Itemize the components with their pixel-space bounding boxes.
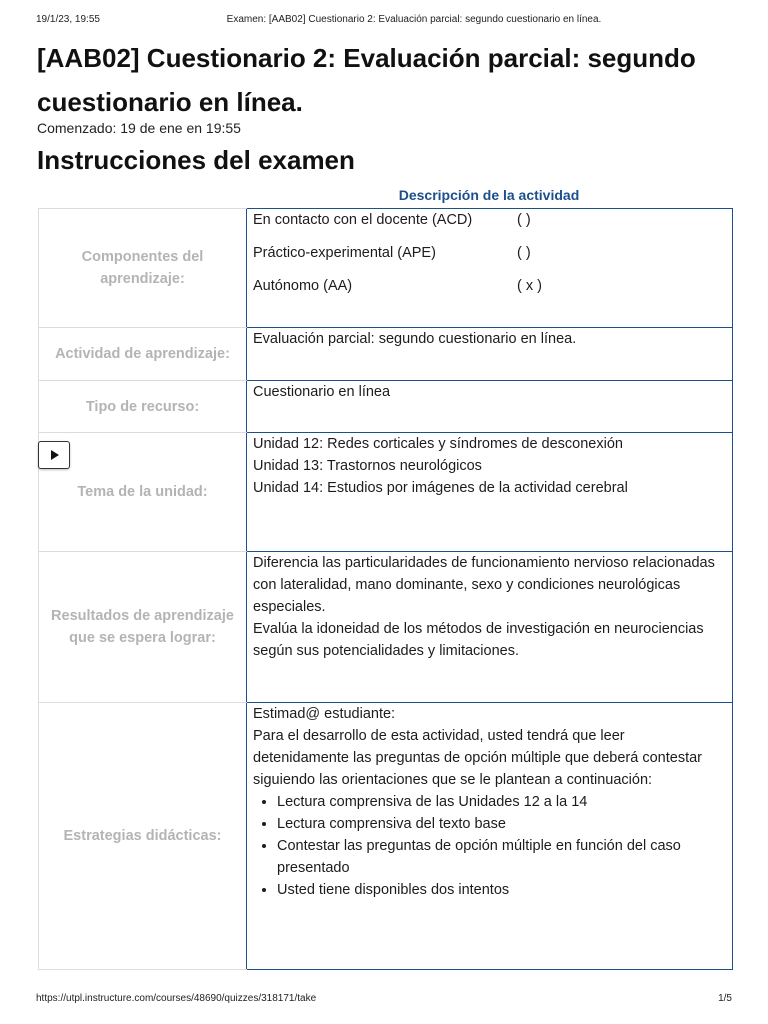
cell-actividad: Evaluación parcial: segundo cuestionario en línea. <box>247 328 733 381</box>
componente-label: En contacto con el docente (ACD) <box>253 212 473 228</box>
list-item: • Contestar las preguntas de opción múltiple en función del caso presentado <box>277 835 724 879</box>
table-row-estrategias <box>39 703 733 970</box>
print-document-title: Examen: [AAB02] Cuestionario 2: Evaluación parcial: segundo cuestionario en línea. <box>226 14 602 25</box>
componente-mark: ( ) <box>517 245 531 261</box>
print-date: 19/1/23, 19:55 <box>36 14 100 25</box>
activity-description-table <box>38 208 733 970</box>
print-footer <box>36 993 732 1007</box>
result-paragraph: Diferencia las particularidades de funcionamiento nervioso relacionadas con lateralidad, mano dominante, sexo y condiciones neurológicas especiales. <box>253 555 715 615</box>
table-row-actividad <box>39 328 733 381</box>
header-componentes: Componentes del aprendizaje: <box>39 209 247 328</box>
componente-item <box>253 242 724 264</box>
list-item: • Lectura comprensiva de las Unidades 12 a la 14 <box>277 791 724 813</box>
greeting: Estimad@ estudiante: <box>253 706 396 722</box>
componente-item <box>253 209 724 231</box>
componente-mark: ( x ) <box>517 278 542 294</box>
table-row-componentes <box>39 209 733 328</box>
quiz-title: [AAB02] Cuestionario 2: Evaluación parcial: segundo cuestionario en línea. <box>37 43 696 117</box>
instructions-heading: Instrucciones del examen <box>37 145 355 175</box>
page-number: 1/5 <box>718 993 732 1004</box>
list-item: • Usted tiene disponibles dos intentos <box>277 879 724 901</box>
cell-estrategias <box>247 703 733 970</box>
header-estrategias: Estrategias didácticas: <box>39 703 247 970</box>
cell-recurso: Cuestionario en línea <box>247 381 733 433</box>
componente-item <box>253 275 724 297</box>
header-resultados: Resultados de aprendizaje que se espera lograr: <box>39 552 247 703</box>
print-header <box>36 14 732 28</box>
componente-mark: ( ) <box>517 212 531 228</box>
unit-item: Unidad 12: Redes corticales y síndromes de desconexión <box>253 436 623 452</box>
list-item: • Lectura comprensiva del texto base <box>277 813 724 835</box>
table-row-resultados <box>39 552 733 703</box>
table-row-tema <box>39 433 733 552</box>
header-tema: Tema de la unidad: <box>39 433 247 552</box>
table-row-recurso <box>39 381 733 433</box>
play-icon <box>51 450 59 460</box>
unit-item: Unidad 14: Estudios por imágenes de la actividad cerebral <box>253 480 628 496</box>
cell-componentes <box>247 209 733 328</box>
started-timestamp: Comenzado: 19 de ene en 19:55 <box>37 120 241 136</box>
table-caption: Descripción de la actividad <box>398 187 580 203</box>
play-button[interactable] <box>38 441 70 469</box>
result-paragraph: Evalúa la idoneidad de los métodos de investigación en neurociencias según sus potencialidades y limitaciones. <box>253 621 704 659</box>
page-url: https://utpl.instructure.com/courses/48690/quizzes/318171/take <box>36 993 317 1004</box>
componente-label: Autónomo (AA) <box>253 278 353 294</box>
strategy-list <box>253 791 724 901</box>
header-recurso: Tipo de recurso: <box>39 381 247 433</box>
header-actividad: Actividad de aprendizaje: <box>39 328 247 381</box>
intro-paragraph: Para el desarrollo de esta actividad, usted tendrá que leer detenidamente las preguntas de opción múltiple que deberá contestar siguiendo las orientaciones que se le plantean a continuación: <box>253 728 702 788</box>
cell-tema <box>247 433 733 552</box>
unit-item: Unidad 13: Trastornos neurológicos <box>253 458 482 474</box>
componente-label: Práctico-experimental (APE) <box>253 245 436 261</box>
cell-resultados <box>247 552 733 703</box>
